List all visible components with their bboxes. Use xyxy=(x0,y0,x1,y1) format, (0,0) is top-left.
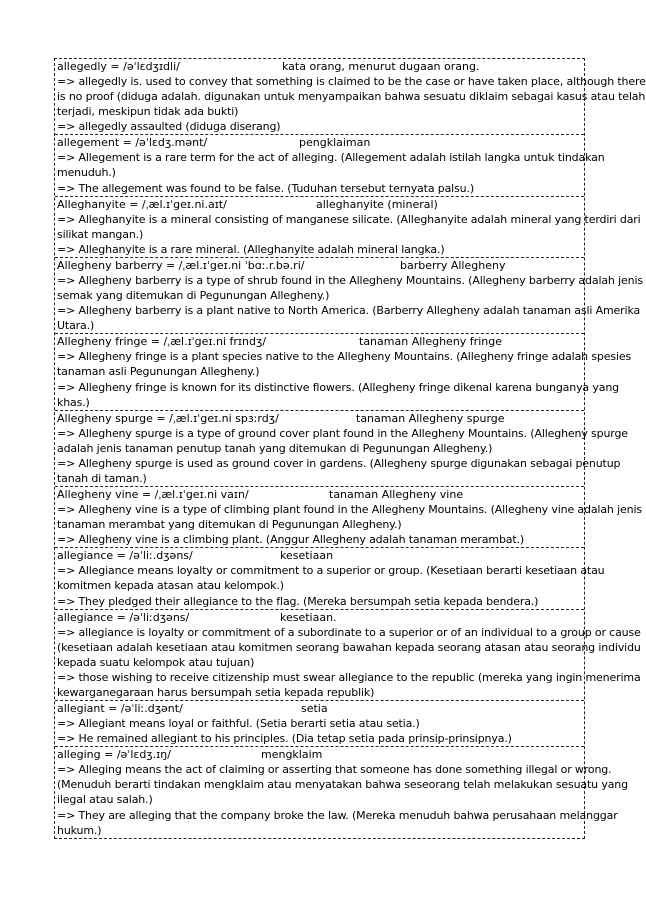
entry-line: => Allegheny spurge is used as ground cover in gardens. (Allegheny spurge digunakan sebagai penutup xyxy=(57,456,621,470)
dictionary-entry-allegheny-spurge xyxy=(55,411,628,487)
entry-meaning: kata orang, menurut dugaan orang. xyxy=(282,60,480,73)
entry-line: => Allegheny barberry is a plant native to North America. (Barberry Allegheny adalah tanaman asli Amerika xyxy=(57,304,641,318)
entry-line: => Allegiant means loyal or faithful. (Setia berarti setia atau setia.) xyxy=(57,717,420,731)
entry-meaning: kesetiaan. xyxy=(280,610,337,624)
entry-line: => Allegement is a rare term for the act of alleging. (Allegement adalah istilah langka untuk tindakan xyxy=(57,151,605,165)
entry-line: => They pledged their allegiance to the flag. (Mereka bersumpah setia kepada bendera.) xyxy=(57,594,539,608)
entry-header xyxy=(56,197,583,212)
dictionary-entry-allegheny-vine xyxy=(55,487,642,548)
dictionary-page xyxy=(54,58,646,839)
entry-header xyxy=(56,701,583,716)
entry-line: terjadi, meskipun tidak ada bukti) xyxy=(57,105,239,119)
entry-line: => Alleghanyite is a mineral consisting of manganese silicate. (Alleghanyite adalah mineral yang terdiri dari xyxy=(57,212,641,226)
entry-term: Allegheny vine = /ˌæl.ɪˈgeɪ.ni vaɪn/ xyxy=(57,488,249,502)
entry-header xyxy=(56,334,583,349)
entry-line: => allegedly assaulted (diduga diserang) xyxy=(57,120,281,134)
entry-term: allegiance = /əˈliː.dʒəns/ xyxy=(57,549,193,563)
entry-header xyxy=(56,487,583,502)
entry-header xyxy=(56,59,583,74)
entry-line: => They are alleging that the company broke the law. (Mereka menuduh bahwa perusahaan melanggar xyxy=(57,808,618,822)
entry-line: silikat mangan.) xyxy=(57,227,144,241)
entry-line: tanaman merambat yang ditemukan di Pegunungan Allegheny.) xyxy=(57,518,402,532)
entry-line: => Alleghanyite is a rare mineral. (Alleghanyite adalah mineral langka.) xyxy=(57,242,445,256)
entry-line: => Allegheny vine is a climbing plant. (Anggur Allegheny adalah tanaman merambat.) xyxy=(57,533,525,547)
dictionary-entry-allegement xyxy=(55,135,605,196)
entry-line: is no proof (diduga adalah. digunakan untuk menyampaikan bahwa sesuatu diklaim sebagai kasus atau telah xyxy=(57,90,646,104)
entry-line: kepada suatu kelompok atau tujuan) xyxy=(57,655,255,669)
entry-line: khas.) xyxy=(57,395,90,409)
entry-line: => Alleging means the act of claiming or asserting that someone has done something illegal or wrong. xyxy=(57,763,612,777)
dictionary-entry-alleging xyxy=(55,747,628,837)
dictionary-entry-allegedly xyxy=(55,59,646,135)
entry-meaning: setia xyxy=(301,702,328,716)
entry-line: tanaman asli Pegunungan Allegheny.) xyxy=(57,365,260,379)
entry-line: => Allegheny vine is a type of climbing plant found in the Allegheny Mountains. (Allegheny vine adalah jenis xyxy=(57,503,642,517)
entry-line: tanah di taman.) xyxy=(57,471,147,485)
entry-term: Alleghanyite = /ˌæl.ɪˈgeɪ.ni.aɪt/ xyxy=(57,197,227,211)
entry-meaning: mengklaim xyxy=(261,748,323,762)
entry-line: hukum.) xyxy=(57,823,102,837)
entry-line: komitmen kepada atasan atau kelompok.) xyxy=(57,579,284,593)
entry-line: (kesetiaan adalah kesetiaan atau komitmen seorang bawahan kepada seorang atasan atau seorang individu xyxy=(57,640,641,654)
entry-term: Allegheny barberry = /ˌæl.ɪˈgeɪ.ni ˈbɑː.r.bə.ri/ xyxy=(57,258,305,272)
entry-meaning: kesetiaan xyxy=(280,549,334,563)
entry-header xyxy=(56,135,583,150)
entry-term: alleging = /əˈlɛdʒ.ɪŋ/ xyxy=(57,748,171,762)
dictionary-entry-allegiance-2 xyxy=(55,610,641,701)
entry-line: => He remained allegiant to his principles. (Dia tetap setia pada prinsip-prinsipnya.) xyxy=(57,732,512,746)
dictionary-entry-allegiant xyxy=(55,701,584,747)
dictionary-entry-allegiance-1 xyxy=(55,548,605,609)
entry-line: adalah jenis tanaman penutup tanah yang ditemukan di Pegunungan Allegheny.) xyxy=(57,441,493,455)
entry-header xyxy=(56,548,583,563)
dictionary-entry-alleghanyite xyxy=(55,197,641,258)
entry-line: ilegal atau salah.) xyxy=(57,793,153,807)
entry-line: => Allegheny barberry is a type of shrub found in the Allegheny Mountains. (Allegheny barberry adalah jenis xyxy=(57,273,643,287)
entry-line: => Allegiance means loyalty or commitment to a superior or group. (Kesetiaan berarti kesetiaan atau xyxy=(57,564,605,578)
entry-term: Allegheny spurge = /ˌæl.ɪˈgeɪ.ni spɜːrdʒ/ xyxy=(57,411,279,425)
entry-term: allegiant = /əˈliː.dʒənt/ xyxy=(57,702,183,716)
entry-header xyxy=(56,610,583,625)
entry-meaning: tanaman Allegheny fringe xyxy=(359,335,502,349)
entry-line: => allegedly is. used to convey that something is claimed to be the case or have taken place, although there xyxy=(57,75,646,88)
entry-meaning: barberry Allegheny xyxy=(400,258,506,272)
entry-line: => Allegheny spurge is a type of ground cover plant found in the Allegheny Mountains. (Allegheny spurge xyxy=(57,426,628,440)
entry-term: allegiance = /əˈliːdʒəns/ xyxy=(57,610,190,624)
entry-line: => The allegement was found to be false. (Tuduhan tersebut ternyata palsu.) xyxy=(57,181,474,195)
entry-meaning: tanaman Allegheny spurge xyxy=(356,411,505,425)
entry-header xyxy=(56,258,583,273)
entry-header xyxy=(56,747,583,762)
entry-line: => Allegheny fringe is known for its distinctive flowers. (Allegheny fringe dikenal karena bunganya yang xyxy=(57,380,619,394)
entry-meaning: tanaman Allegheny vine xyxy=(329,488,464,502)
entry-term: allegement = /əˈlɛdʒ.mənt/ xyxy=(57,136,208,150)
entry-line: (Menuduh berarti tindakan mengklaim atau menyatakan bahwa seseorang telah melakukan sesuatu yang xyxy=(57,778,628,792)
entry-line: semak yang ditemukan di Pegunungan Allegheny.) xyxy=(57,289,330,303)
entry-line: => those wishing to receive citizenship must swear allegiance to the republic (mereka yang ingin menerima xyxy=(57,670,641,684)
dictionary-entry-allegheny-fringe xyxy=(55,334,632,410)
entry-header xyxy=(56,411,583,426)
entry-line: menuduh.) xyxy=(57,166,116,180)
entry-term: allegedly = /əˈlɛdʒɪdli/ xyxy=(57,60,180,73)
entry-line: => allegiance is loyalty or commitment of a subordinate to a superior or of an individual to a group or cause xyxy=(57,625,641,639)
entry-line: Utara.) xyxy=(57,319,95,333)
entry-term: Allegheny fringe = /ˌæl.ɪˈgeɪ.ni frɪndʒ/ xyxy=(57,335,267,349)
entry-line: kewarganegaraan harus bersumpah setia kepada republik) xyxy=(57,686,375,699)
entry-meaning: alleghanyite (mineral) xyxy=(316,197,438,211)
dictionary-entry-allegheny-barberry xyxy=(55,258,643,334)
entry-line: => Allegheny fringe is a plant species native to the Allegheny Mountains. (Allegheny fringe adalah spesies xyxy=(57,350,632,364)
entry-meaning: pengklaiman xyxy=(299,136,371,150)
